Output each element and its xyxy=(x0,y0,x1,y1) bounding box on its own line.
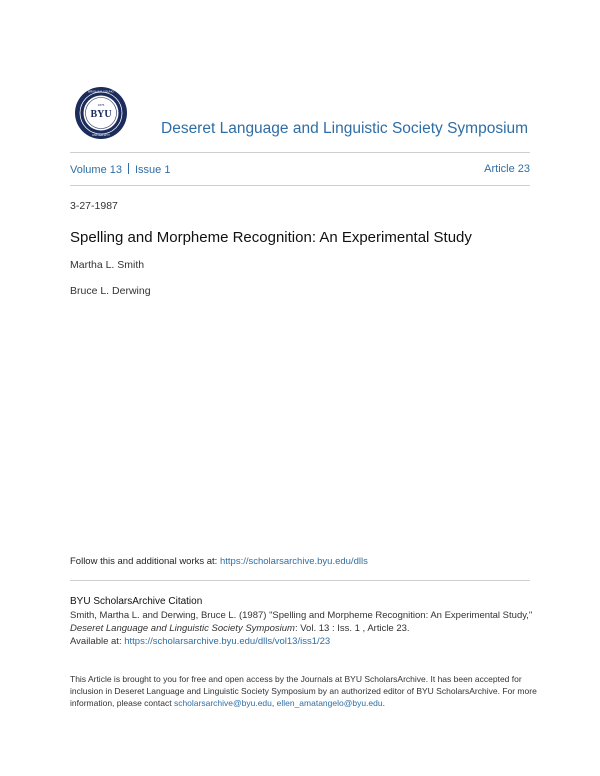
follow-prefix: Follow this and additional works at: xyxy=(70,556,220,567)
author-1: Martha L. Smith xyxy=(70,259,145,271)
notice-separator: , xyxy=(271,698,277,708)
volume-link[interactable]: Volume 13 xyxy=(70,164,122,176)
svg-text:BRIGHAM YOUNG: BRIGHAM YOUNG xyxy=(88,89,114,94)
citation-heading: BYU ScholarsArchive Citation xyxy=(70,596,203,607)
access-notice xyxy=(70,673,540,709)
citation-block xyxy=(70,609,535,648)
separator xyxy=(128,163,129,174)
article-link[interactable]: Article 23 xyxy=(484,163,530,175)
citation-url-link[interactable]: https://scholarsarchive.byu.edu/dlls/vol13/iss1/23 xyxy=(124,636,331,647)
publication-date: 3-27-1987 xyxy=(70,200,118,212)
available-prefix: Available at: xyxy=(70,636,125,647)
svg-text:1875: 1875 xyxy=(97,103,105,107)
email-link-2[interactable]: ellen_amatangelo@byu.edu xyxy=(276,698,383,708)
citation-journal: Deseret Language and Linguistic Society Symposium xyxy=(70,623,295,634)
email-link-1[interactable]: scholarsarchive@byu.edu xyxy=(173,698,272,708)
divider-top xyxy=(70,152,530,153)
svg-text:UNIVERSITY: UNIVERSITY xyxy=(91,133,111,137)
follow-url-link[interactable]: https://scholarsarchive.byu.edu/dlls xyxy=(219,556,368,567)
author-2: Bruce L. Derwing xyxy=(70,285,151,297)
notice-end: . xyxy=(382,698,385,708)
paper-title: Spelling and Morpheme Recognition: An Experimental Study xyxy=(70,229,472,246)
citation-volume: : Vol. 13 : Iss. 1 , Article 23. xyxy=(294,623,410,634)
notice-text: This Article is brought to you for free and open access by the Journals at BYU ScholarsArchive. It has been accepted for inclusion in Deseret Language and Linguistic Society Symposium by an authorized editor of BYU ScholarsArchive. For more information, please contact xyxy=(70,674,537,708)
svg-text:BYU: BYU xyxy=(90,109,112,120)
divider-middle xyxy=(70,185,530,186)
issue-row xyxy=(70,163,530,176)
follow-line xyxy=(70,556,368,567)
byu-seal-logo xyxy=(74,86,128,140)
divider-bottom xyxy=(70,580,530,581)
citation-text: Smith, Martha L. and Derwing, Bruce L. (1987) "Spelling and Morpheme Recognition: An Experimental Study," xyxy=(70,610,533,621)
issue-link[interactable]: Issue 1 xyxy=(134,164,171,176)
journal-title[interactable]: Deseret Language and Linguistic Society Symposium xyxy=(161,120,529,137)
